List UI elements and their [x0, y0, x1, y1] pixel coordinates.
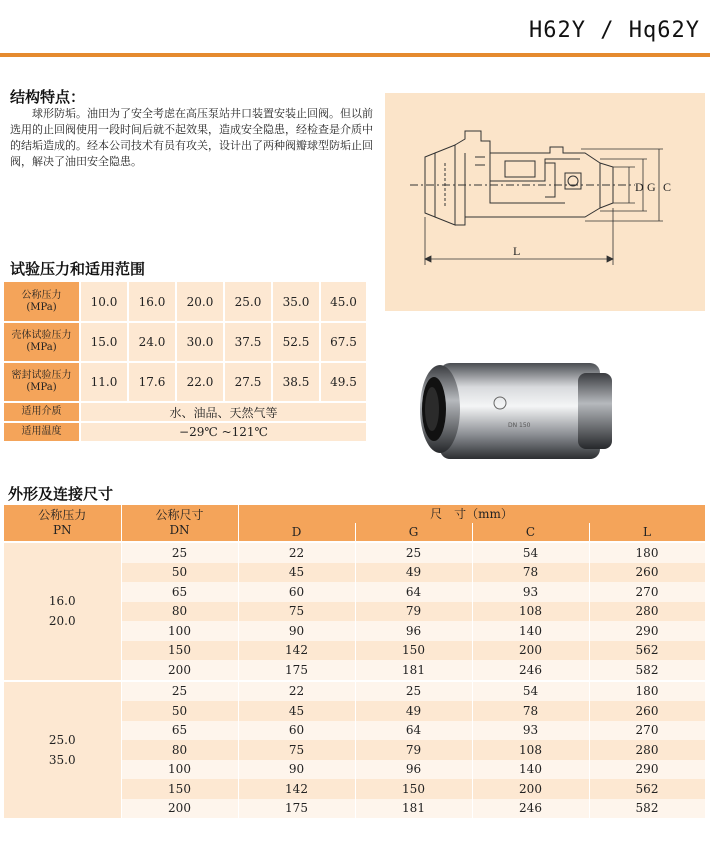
- dim-col-header: D: [238, 523, 355, 542]
- dim-cell: 562: [589, 779, 705, 799]
- spec-label-line: 密封试验压力: [11, 370, 72, 381]
- test-pressure-heading: 试验压力和适用范围: [10, 260, 146, 278]
- dim-cell: 108: [472, 740, 589, 760]
- dim-cell: 79: [355, 740, 472, 760]
- spec-row-label: [4, 322, 80, 362]
- dim-cell: 78: [472, 563, 589, 583]
- features-text: 球形防垢。油田为了安全考虑在高压泵站井口装置安装止回阀。但以前选用的止回阀使用一段时间后就不起效果，造成安全隐患，经检查是介质中的结垢造成的。经本公司技术有员有攻关，设计出了两种阀瓣球型防垢止回阀，解决了油田安全隐患。: [10, 107, 373, 168]
- spec-row-label: [4, 362, 80, 402]
- spec-value-cell: 38.5: [272, 362, 320, 402]
- dim-cell: 25: [121, 681, 238, 702]
- dimensions-table: [4, 505, 706, 818]
- dim-cell: 100: [121, 760, 238, 780]
- spec-value-cell: 35.0: [272, 282, 320, 322]
- features-heading: 结构特点：: [10, 88, 86, 106]
- dim-cell: 60: [238, 721, 355, 741]
- dim-cell: 90: [238, 760, 355, 780]
- spec-value-cell: 30.0: [176, 322, 224, 362]
- dim-cell: 270: [589, 721, 705, 741]
- dim-cell: 25: [355, 542, 472, 563]
- dim-cell: 22: [238, 681, 355, 702]
- spec-value-cell: 45.0: [320, 282, 367, 322]
- dim-cell: 80: [121, 602, 238, 622]
- model-title: H62Y / Hq62Y: [529, 18, 700, 43]
- spec-value-cell: 25.0: [224, 282, 272, 322]
- header-rule: [0, 53, 710, 57]
- size-header: 尺 寸（mm）: [238, 505, 705, 523]
- test-pressure-table: [4, 282, 368, 443]
- dim-cell: 175: [238, 799, 355, 819]
- medium-label: 适用介质: [4, 402, 80, 422]
- spec-value-cell: 37.5: [224, 322, 272, 362]
- photo-marking: DN 150: [508, 422, 531, 429]
- spec-row: [4, 322, 367, 362]
- dim-cell: 200: [121, 660, 238, 681]
- dim-cell: 64: [355, 721, 472, 741]
- dim-cell: 80: [121, 740, 238, 760]
- dim-col-header: L: [589, 523, 705, 542]
- dim-cell: 64: [355, 582, 472, 602]
- dim-col-header: G: [355, 523, 472, 542]
- dim-cell: 140: [472, 760, 589, 780]
- dim-cell: 22: [238, 542, 355, 563]
- dim-cell: 50: [121, 701, 238, 721]
- dim-cell: 181: [355, 660, 472, 681]
- pn-value: 35.0: [48, 752, 76, 767]
- dim-cell: 60: [238, 582, 355, 602]
- spec-value-cell: 49.5: [320, 362, 367, 402]
- spec-value-cell: 22.0: [176, 362, 224, 402]
- spec-value-cell: 24.0: [128, 322, 176, 362]
- spec-label-line: 公称压力: [21, 289, 62, 301]
- spec-value-cell: 10.0: [80, 282, 128, 322]
- pn-group-cell: [4, 681, 121, 819]
- dim-row: [4, 681, 705, 702]
- spec-row-temperature: [4, 422, 367, 442]
- dim-cell: 200: [472, 641, 589, 661]
- dim-cell: 75: [238, 602, 355, 622]
- pn-value: 20.0: [48, 614, 76, 629]
- dim-cell: 79: [355, 602, 472, 622]
- spec-label-line: (MPa): [26, 382, 57, 393]
- dn-header-line: DN: [169, 523, 190, 537]
- pn-header: [4, 505, 121, 542]
- dim-cell: 181: [355, 799, 472, 819]
- spec-row-medium: [4, 402, 367, 422]
- dim-cell: 290: [589, 760, 705, 780]
- dim-cell: 246: [472, 799, 589, 819]
- pn-value: 16.0: [48, 594, 76, 609]
- dim-cell: 93: [472, 721, 589, 741]
- dim-cell: 75: [238, 740, 355, 760]
- dim-cell: 280: [589, 740, 705, 760]
- dim-cell: 49: [355, 701, 472, 721]
- dim-cell: 290: [589, 621, 705, 641]
- dim-label-l: L: [513, 244, 521, 258]
- dim-cell: 582: [589, 660, 705, 681]
- spec-value-cell: 52.5: [272, 322, 320, 362]
- spec-value-cell: 11.0: [80, 362, 128, 402]
- valve-section-drawing: [385, 93, 705, 311]
- dim-cell: 200: [472, 779, 589, 799]
- spec-label-line: (MPa): [26, 301, 57, 313]
- pn-header-line: 公称压力: [38, 508, 87, 522]
- dim-cell: 582: [589, 799, 705, 819]
- valve-photo-illustration: [410, 345, 620, 470]
- spec-label-line: (MPa): [26, 342, 57, 353]
- dim-cell: 50: [121, 563, 238, 583]
- dim-cell: 54: [472, 542, 589, 563]
- dim-cell: 246: [472, 660, 589, 681]
- dim-cell: 270: [589, 582, 705, 602]
- dim-cell: 78: [472, 701, 589, 721]
- spec-row: [4, 282, 367, 322]
- dim-label-d: D: [635, 180, 644, 194]
- dim-cell: 90: [238, 621, 355, 641]
- dim-row: [4, 542, 705, 563]
- dim-cell: 142: [238, 779, 355, 799]
- dim-cell: 142: [238, 641, 355, 661]
- spec-row-label: [4, 282, 80, 322]
- pn-header-line: PN: [52, 523, 72, 537]
- dn-header-line: 公称尺寸: [155, 508, 204, 522]
- spec-value-cell: 67.5: [320, 322, 367, 362]
- dim-cell: 100: [121, 621, 238, 641]
- dim-cell: 150: [355, 641, 472, 661]
- dim-cell: 93: [472, 582, 589, 602]
- dim-cell: 562: [589, 641, 705, 661]
- dim-label-c: C: [663, 180, 672, 194]
- dim-cell: 260: [589, 701, 705, 721]
- dim-cell: 140: [472, 621, 589, 641]
- product-photo: [410, 345, 620, 470]
- dim-cell: 65: [121, 721, 238, 741]
- dn-header: [121, 505, 238, 542]
- dim-cell: 45: [238, 563, 355, 583]
- dim-cell: 45: [238, 701, 355, 721]
- dim-cell: 280: [589, 602, 705, 622]
- dim-cell: 150: [121, 641, 238, 661]
- dim-label-g: G: [647, 180, 656, 194]
- dim-cell: 49: [355, 563, 472, 583]
- dim-cell: 180: [589, 542, 705, 563]
- dim-col-header: C: [472, 523, 589, 542]
- dim-cell: 175: [238, 660, 355, 681]
- medium-value: 水、油品、天然气等: [80, 402, 367, 422]
- pn-group-cell: [4, 542, 121, 681]
- dim-cell: 150: [355, 779, 472, 799]
- dim-cell: 180: [589, 681, 705, 702]
- spec-value-cell: 15.0: [80, 322, 128, 362]
- temperature-label: 适用温度: [4, 422, 80, 442]
- pn-value: 25.0: [48, 732, 76, 747]
- dim-cell: 150: [121, 779, 238, 799]
- dim-cell: 260: [589, 563, 705, 583]
- spec-value-cell: 20.0: [176, 282, 224, 322]
- dim-cell: 25: [121, 542, 238, 563]
- spec-row: [4, 362, 367, 402]
- dim-cell: 96: [355, 621, 472, 641]
- spec-value-cell: 17.6: [128, 362, 176, 402]
- dim-cell: 200: [121, 799, 238, 819]
- dim-cell: 96: [355, 760, 472, 780]
- spec-value-cell: 16.0: [128, 282, 176, 322]
- spec-label-line: 壳体试验压力: [11, 330, 72, 341]
- dim-cell: 108: [472, 602, 589, 622]
- dim-cell: 65: [121, 582, 238, 602]
- dim-header-row: [4, 505, 705, 523]
- dim-cell: 25: [355, 681, 472, 702]
- spec-value-cell: 27.5: [224, 362, 272, 402]
- temperature-value: −29℃ ~121℃: [80, 422, 367, 442]
- dimensions-heading: 外形及连接尺寸: [8, 485, 114, 503]
- dim-cell: 54: [472, 681, 589, 702]
- technical-drawing: [385, 93, 705, 311]
